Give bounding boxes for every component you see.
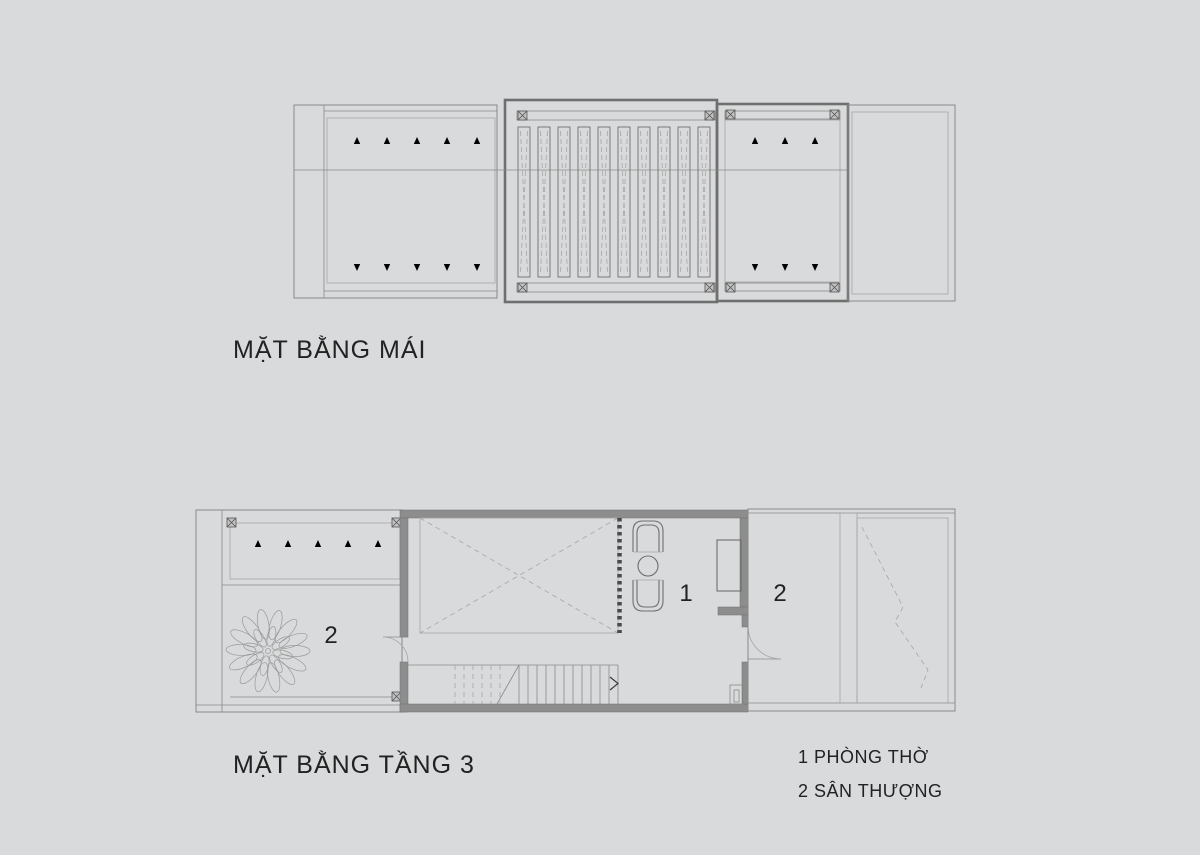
roof-extension [848, 105, 955, 301]
armchair-top [633, 521, 663, 552]
door-right-swing-arc [748, 626, 781, 659]
roof-plan [294, 100, 955, 302]
stair-risers-hidden [455, 665, 500, 704]
roof-beam-bottom [725, 283, 840, 291]
terrace-bolts [227, 518, 401, 701]
armchair-bottom [633, 580, 663, 611]
roof-right-panel [717, 104, 848, 301]
door-left-swing-arc [383, 637, 408, 662]
legend-item-terrace: 2 SÂN THƯỢNG [798, 781, 943, 801]
screen-panel [857, 518, 948, 703]
roof-hatch-left [327, 118, 495, 283]
floor-plan-title: MẶT BẰNG TẦNG 3 [233, 751, 475, 779]
door-jamb-upper [742, 615, 748, 627]
drainage-line [862, 527, 928, 688]
roof-left-panel [294, 105, 497, 298]
tree [226, 609, 310, 694]
terrace-pergola-hatch [230, 523, 400, 579]
stair-hall-walls [400, 510, 748, 712]
column-detail [730, 685, 743, 704]
wall-top [400, 510, 748, 518]
terrace-left [196, 510, 402, 712]
terrace-right-label: 2 [773, 580, 787, 607]
terrace-left-label: 2 [324, 622, 338, 649]
wall-stub [718, 607, 748, 615]
door-left [383, 637, 408, 662]
roof-hatch-right [725, 120, 840, 282]
slope-arrows-right [752, 137, 818, 271]
door-right [748, 626, 781, 659]
wall-bottom [400, 704, 748, 712]
pergola-beam-top [517, 111, 715, 120]
roof-pergola [505, 100, 717, 302]
slope-arrows-left [354, 137, 480, 271]
legend [798, 746, 943, 801]
worship-room-label: 1 [679, 580, 693, 607]
altar-table [717, 540, 741, 591]
legend-item-worship: 1 PHÒNG THỜ [798, 747, 929, 767]
round-table [638, 556, 658, 576]
pergola-beam-bottom [517, 283, 715, 292]
pergola-slats [518, 127, 710, 277]
terrace-slope-arrows [255, 540, 381, 560]
roof-beam-top [725, 111, 840, 119]
floor-plan [196, 509, 955, 712]
wall-left-upper [400, 518, 408, 637]
roof-plan-title: MẶT BẰNG MÁI [233, 336, 427, 364]
terrace-right [748, 509, 955, 711]
screen-strip [840, 513, 857, 703]
void-area [420, 518, 620, 633]
stairs [408, 665, 618, 704]
stair-risers [519, 665, 609, 704]
stair-direction-arrow [610, 677, 618, 690]
